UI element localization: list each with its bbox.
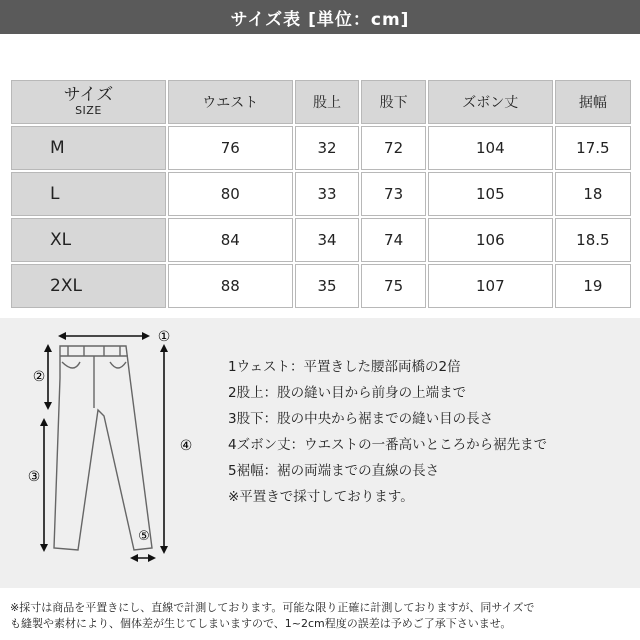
- size-label-ja: サイズ: [63, 85, 114, 106]
- footnote-line-2: も縫製や素材により、個体差が生じてしまいますので、1~2cm程度の誤差は予めご了承下さいませ。: [10, 617, 512, 630]
- measurement-guide-panel: [0, 318, 640, 588]
- table-cell: 75: [361, 264, 426, 308]
- table-cell: 32: [295, 126, 360, 170]
- table-cell: 17.5: [555, 126, 631, 170]
- table-row: [11, 172, 631, 216]
- row-size-label: XL: [11, 218, 166, 262]
- table-cell: 34: [295, 218, 360, 262]
- table-cell: 104: [428, 126, 553, 170]
- note-rise: 2股上：股の縫い目から前身の上端まで: [228, 385, 467, 401]
- table-cell: 35: [295, 264, 360, 308]
- table-row: [11, 264, 631, 308]
- footnote-line-1: ※採寸は商品を平置きにし、直線で計測しております。可能な限り正確に計測しておりますが、同サイズで: [10, 601, 535, 614]
- disclaimer-footnote: [10, 600, 634, 632]
- table-cell: 19: [555, 264, 631, 308]
- table-cell: 80: [168, 172, 293, 216]
- table-cell: 33: [295, 172, 360, 216]
- marker-3: ③: [27, 469, 41, 485]
- header-rise: 股上: [295, 80, 360, 124]
- header-inseam: 股下: [361, 80, 426, 124]
- table-cell: 18: [555, 172, 631, 216]
- table-cell: 107: [428, 264, 553, 308]
- table-corner-cell: [11, 80, 166, 124]
- row-size-label: L: [11, 172, 166, 216]
- table-header-row: [11, 80, 631, 124]
- note-hem: 5裾幅：裾の両端までの直線の長さ: [228, 463, 440, 479]
- table-cell: 76: [168, 126, 293, 170]
- marker-2: ②: [32, 369, 46, 385]
- pants-diagram: [14, 326, 214, 566]
- note-flat: ※平置きで採寸しております。: [228, 489, 414, 505]
- table-cell: 18.5: [555, 218, 631, 262]
- note-length: 4ズボン丈：ウエストの一番高いところから裾先まで: [228, 437, 548, 453]
- page-title: サイズ表 [単位：cm]: [0, 0, 640, 34]
- table-cell: 84: [168, 218, 293, 262]
- pants-outline-icon: [54, 346, 152, 550]
- measurement-notes: [228, 354, 638, 510]
- marker-5: ⑤: [138, 529, 150, 544]
- table-cell: 105: [428, 172, 553, 216]
- marker-4: ④: [179, 438, 193, 454]
- note-inseam: 3股下：股の中央から裾までの縫い目の長さ: [228, 411, 494, 427]
- table-cell: 88: [168, 264, 293, 308]
- size-label-en: SIZE: [75, 104, 102, 118]
- size-chart-table: [9, 78, 633, 310]
- row-size-label: M: [11, 126, 166, 170]
- table-row: [11, 218, 631, 262]
- marker-1: ①: [157, 329, 171, 345]
- header-length: ズボン丈: [428, 80, 553, 124]
- table-cell: 106: [428, 218, 553, 262]
- table-cell: 74: [361, 218, 426, 262]
- table-cell: 72: [361, 126, 426, 170]
- note-waist: 1ウェスト：平置きした腰部両橋の2倍: [228, 359, 461, 375]
- row-size-label: 2XL: [11, 264, 166, 308]
- header-waist: ウエスト: [168, 80, 293, 124]
- table-row: [11, 126, 631, 170]
- header-hem-width: 据幅: [555, 80, 631, 124]
- table-cell: 73: [361, 172, 426, 216]
